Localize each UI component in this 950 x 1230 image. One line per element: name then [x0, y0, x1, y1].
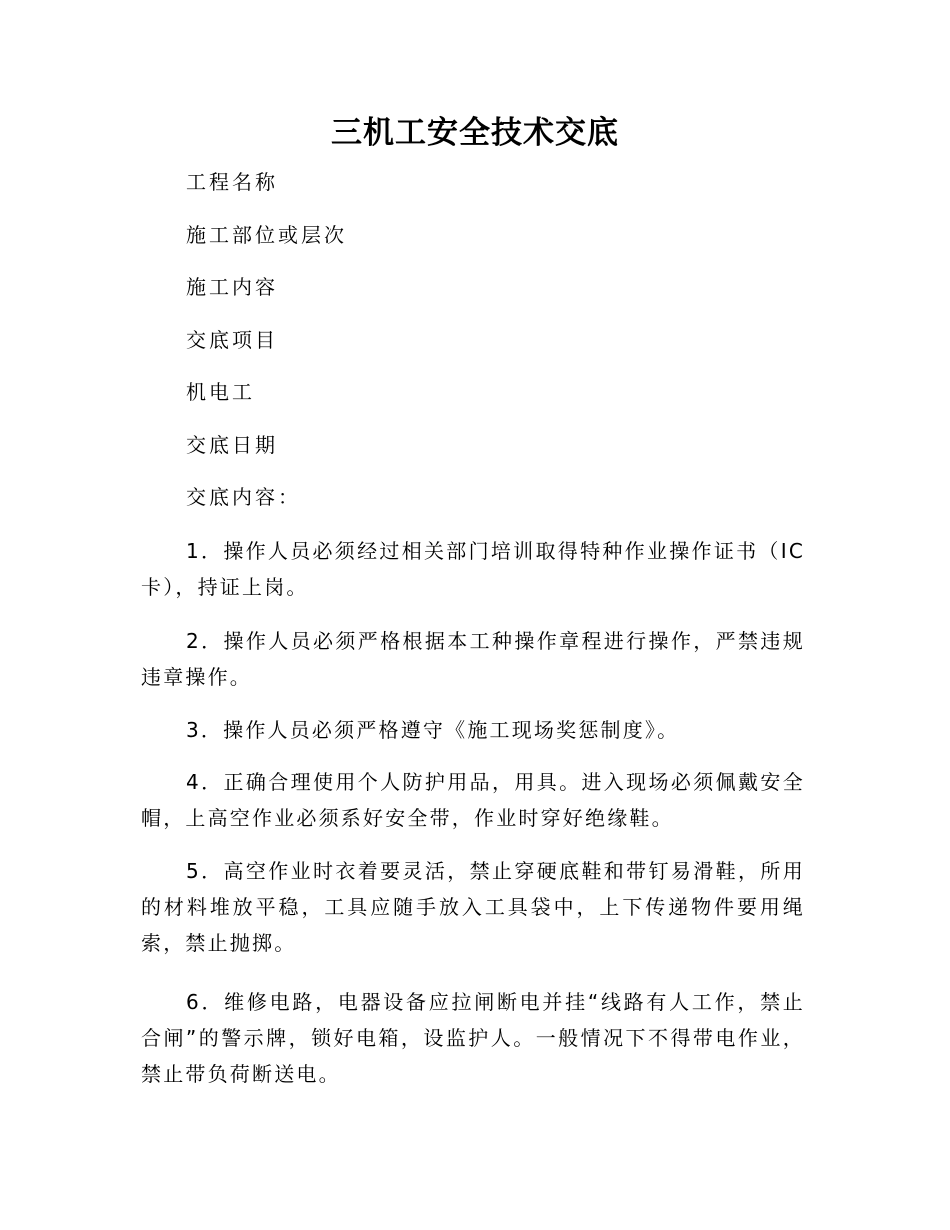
safety-item-2: 2．操作人员必须严格根据本工种操作章程进行操作，严禁违规违章操作。	[141, 629, 805, 689]
field-electromechanical-worker: 机电工	[186, 380, 255, 404]
document-title: 三机工安全技术交底	[331, 115, 619, 151]
safety-item-3: 3．操作人员必须严格遵守《施工现场奖惩制度》。	[186, 718, 680, 742]
safety-item-5: 5．高空作业时衣着要灵活，禁止穿硬底鞋和带钉易滑鞋，所用的材料堆放平稳，工具应随手放入工具袋中，上下传递物件要用绳索，禁止抛掷。	[141, 859, 805, 955]
field-briefing-date: 交底日期	[186, 433, 278, 457]
field-briefing-content-label: 交底内容：	[186, 485, 301, 509]
field-construction-location: 施工部位或层次	[186, 223, 347, 247]
safety-item-6: 6．维修电路，电器设备应拉闸断电并挂“线路有人工作，禁止合闸”的警示牌，锁好电箱，设监护人。一般情况下不得带电作业，禁止带负荷断送电。	[141, 990, 805, 1086]
field-project-name: 工程名称	[186, 170, 278, 194]
safety-item-4: 4．正确合理使用个人防护用品，用具。进入现场必须佩戴安全帽，上高空作业必须系好安全带，作业时穿好绝缘鞋。	[141, 770, 805, 830]
field-briefing-item: 交底项目	[186, 328, 278, 352]
safety-item-1: 1．操作人员必须经过相关部门培训取得特种作业操作证书（IC卡），持证上岗。	[141, 539, 805, 599]
field-construction-content: 施工内容	[186, 275, 278, 299]
